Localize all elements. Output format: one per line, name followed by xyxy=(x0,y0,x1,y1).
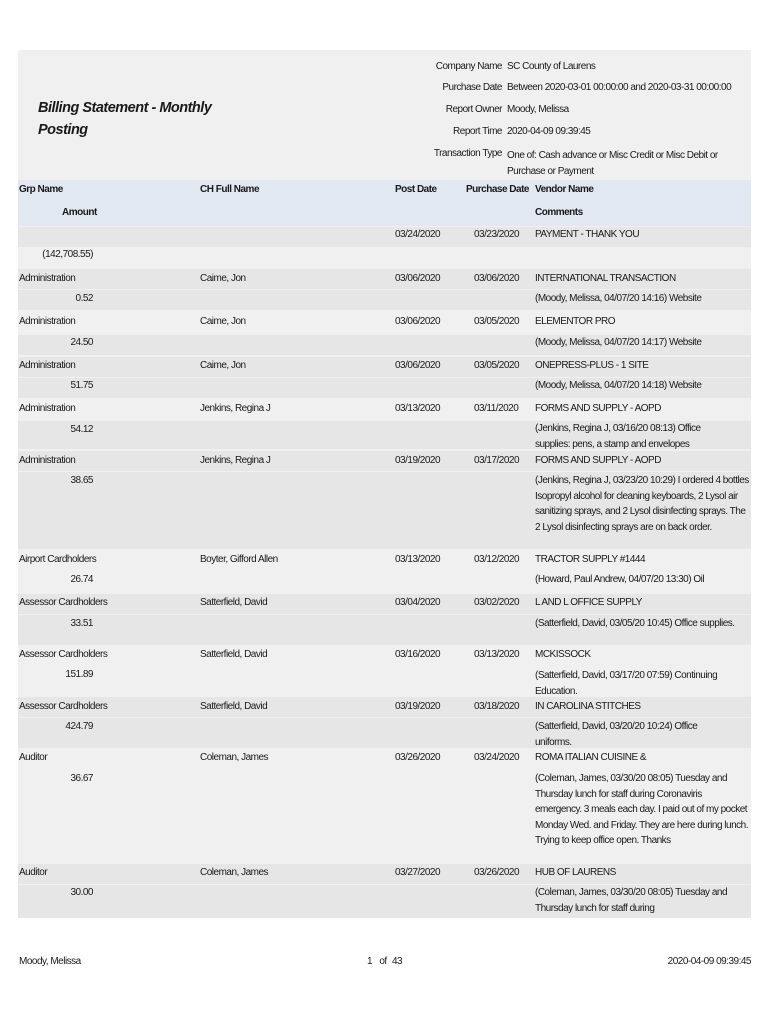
column-header-vendor-name: Vendor Name xyxy=(535,184,594,195)
column-header-comments: Comments xyxy=(535,207,583,218)
meta-label: Report Time xyxy=(453,126,502,137)
footer-owner: Moody, Melissa xyxy=(19,956,81,967)
cell-amount: 151.89 xyxy=(65,669,93,680)
cell-vendor-name: MCKISSOCK xyxy=(535,649,591,660)
cell-comment: (Coleman, James, 03/30/20 08:05) Tuesday and Thursday lunch for staff during xyxy=(535,887,728,914)
cell-grp-name: Administration xyxy=(19,455,76,466)
cell-comment: (Moody, Melissa, 04/07/20 14:17) Website xyxy=(535,337,702,348)
cell-amount: 54.12 xyxy=(70,424,93,435)
cell-vendor-name: IN CAROLINA STITCHES xyxy=(535,701,641,712)
cell-amount: 38.65 xyxy=(70,475,93,486)
cell-amount: 51.75 xyxy=(70,380,93,391)
footer-page-number: 1 xyxy=(367,956,373,967)
cell-comment: (Jenkins, Regina J, 03/23/20 10:29) I ordered 4 bottles Isopropyl alcohol for cleaning keyboards, 2 Lysol air sanitizing sprays, and 2 Lysol disinfecting sprays. The 2 Lysol disinfecting sprays are on back order. xyxy=(535,475,749,533)
cell-post-date: 03/19/2020 xyxy=(395,455,441,466)
row-highlight xyxy=(18,227,751,247)
cell-comment: (Howard, Paul Andrew, 04/07/20 13:30) Oil xyxy=(535,574,705,585)
cell-vendor-name: INTERNATIONAL TRANSACTION xyxy=(535,273,676,284)
cell-ch-full-name: Jenkins, Regina J xyxy=(200,455,271,466)
cell-post-date: 03/19/2020 xyxy=(395,701,441,712)
footer-of: of xyxy=(379,956,387,967)
cell-amount: 0.52 xyxy=(75,293,93,304)
column-header-amount: Amount xyxy=(62,207,97,218)
cell-amount: 26.74 xyxy=(70,574,93,585)
cell-ch-full-name: Satterfield, David xyxy=(200,649,268,660)
cell-amount: 33.51 xyxy=(70,618,93,629)
cell-amount: 424.79 xyxy=(65,721,93,732)
cell-vendor-name: TRACTOR SUPPLY #1444 xyxy=(535,554,646,565)
cell-purchase-date: 03/17/2020 xyxy=(474,455,520,466)
cell-post-date: 03/06/2020 xyxy=(395,360,441,371)
cell-ch-full-name: Caime, Jon xyxy=(200,360,246,371)
cell-grp-name: Assessor Cardholders xyxy=(19,597,108,608)
cell-grp-name: Airport Cardholders xyxy=(19,554,97,565)
footer-total-pages: 43 xyxy=(391,956,403,967)
cell-purchase-date: 03/05/2020 xyxy=(474,316,520,327)
cell-post-date: 03/26/2020 xyxy=(395,752,441,763)
column-header-post-date: Post Date xyxy=(395,184,437,195)
cell-ch-full-name: Boyter, Gifford Allen xyxy=(200,554,278,565)
cell-purchase-date: 03/12/2020 xyxy=(474,554,520,565)
cell-purchase-date: 03/11/2020 xyxy=(474,403,519,414)
cell-comment: (Moody, Melissa, 04/07/20 14:18) Website xyxy=(535,380,702,391)
meta-value: Moody, Melissa xyxy=(507,104,569,115)
meta-value: SC County of Laurens xyxy=(507,61,596,72)
cell-purchase-date: 03/05/2020 xyxy=(474,360,520,371)
cell-vendor-name: FORMS AND SUPPLY - AOPD xyxy=(535,403,661,414)
cell-vendor-name: HUB OF LAURENS xyxy=(535,867,616,878)
cell-purchase-date: 03/23/2020 xyxy=(474,229,520,240)
cell-purchase-date: 03/02/2020 xyxy=(474,597,520,608)
cell-grp-name: Administration xyxy=(19,273,76,284)
cell-vendor-name: FORMS AND SUPPLY - AOPD xyxy=(535,455,661,466)
meta-value: One of: Cash advance or Misc Credit or Misc Debit or Purchase or Payment xyxy=(507,150,718,177)
meta-label: Company Name xyxy=(435,61,502,72)
cell-ch-full-name: Satterfield, David xyxy=(200,597,268,608)
cell-ch-full-name: Coleman, James xyxy=(200,752,269,763)
report-title: Billing Statement - Monthly Posting xyxy=(38,100,212,138)
cell-amount: 24.50 xyxy=(70,337,93,348)
cell-ch-full-name: Jenkins, Regina J xyxy=(200,403,271,414)
cell-ch-full-name: Coleman, James xyxy=(200,867,269,878)
cell-grp-name: Administration xyxy=(19,403,76,414)
cell-grp-name: Auditor xyxy=(19,867,48,878)
cell-post-date: 03/16/2020 xyxy=(395,649,441,660)
cell-comment: (Coleman, James, 03/30/20 08:05) Tuesday and Thursday lunch for staff during Coronaviris emergency. 3 meals each day. I paid out of my pocket Monday Wed. and Friday. They are here during lunch. Trying to keep office open. Thanks xyxy=(535,773,748,846)
cell-ch-full-name: Caime, Jon xyxy=(200,273,246,284)
meta-value: 2020-04-09 09:39:45 xyxy=(507,126,591,137)
meta-label: Transaction Type xyxy=(433,148,502,159)
cell-grp-name: Administration xyxy=(19,316,76,327)
cell-grp-name: Assessor Cardholders xyxy=(19,649,108,660)
cell-purchase-date: 03/18/2020 xyxy=(474,701,520,712)
footer-timestamp: 2020-04-09 09:39:45 xyxy=(667,956,751,967)
cell-vendor-name: ONEPRESS-PLUS - 1 SITE xyxy=(535,360,649,371)
meta-value: Between 2020-03-01 00:00:00 and 2020-03-31 00:00:00 xyxy=(507,82,732,93)
table-header xyxy=(18,180,751,226)
cell-comment: (Satterfield, David, 03/05/20 10:45) Office supplies. xyxy=(535,618,735,629)
cell-amount: 30.00 xyxy=(70,887,93,898)
column-header-purchase-date: Purchase Date xyxy=(466,184,529,195)
row-highlight xyxy=(18,697,751,717)
meta-label: Report Owner xyxy=(445,104,502,115)
cell-grp-name: Auditor xyxy=(19,752,48,763)
footer-pagination xyxy=(367,956,402,967)
cell-comment: (Moody, Melissa, 04/07/20 14:16) Website xyxy=(535,293,702,304)
cell-post-date: 03/24/2020 xyxy=(395,229,441,240)
cell-purchase-date: 03/24/2020 xyxy=(474,752,520,763)
cell-post-date: 03/06/2020 xyxy=(395,316,441,327)
cell-vendor-name: ELEMENTOR PRO xyxy=(535,316,615,327)
cell-grp-name: Assessor Cardholders xyxy=(19,701,108,712)
cell-post-date: 03/13/2020 xyxy=(395,403,441,414)
cell-post-date: 03/04/2020 xyxy=(395,597,441,608)
cell-amount: (142,708.55) xyxy=(42,249,93,260)
column-header-ch-full-name: CH Full Name xyxy=(200,184,260,195)
cell-purchase-date: 03/13/2020 xyxy=(474,649,520,660)
cell-ch-full-name: Satterfield, David xyxy=(200,701,268,712)
cell-comment: (Satterfield, David, 03/20/20 10:24) Office uniforms. xyxy=(535,721,698,748)
cell-post-date: 03/13/2020 xyxy=(395,554,441,565)
cell-post-date: 03/06/2020 xyxy=(395,273,441,284)
cell-vendor-name: L AND L OFFICE SUPPLY xyxy=(535,597,642,608)
cell-grp-name: Administration xyxy=(19,360,76,371)
cell-post-date: 03/27/2020 xyxy=(395,867,441,878)
cell-vendor-name: ROMA ITALIAN CUISINE & xyxy=(535,752,647,763)
cell-amount: 36.67 xyxy=(70,773,93,784)
cell-comment: (Jenkins, Regina J, 03/16/20 08:13) Office supplies: pens, a stamp and envelopes xyxy=(535,423,701,450)
column-header-grp-name: Grp Name xyxy=(19,184,63,195)
cell-purchase-date: 03/26/2020 xyxy=(474,867,520,878)
cell-purchase-date: 03/06/2020 xyxy=(474,273,520,284)
meta-label: Purchase Date xyxy=(442,82,502,93)
cell-comment: (Satterfield, David, 03/17/20 07:59) Continuing Education. xyxy=(535,670,718,697)
cell-vendor-name: PAYMENT - THANK YOU xyxy=(535,229,640,240)
cell-ch-full-name: Caime, Jon xyxy=(200,316,246,327)
row-highlight xyxy=(18,864,751,884)
